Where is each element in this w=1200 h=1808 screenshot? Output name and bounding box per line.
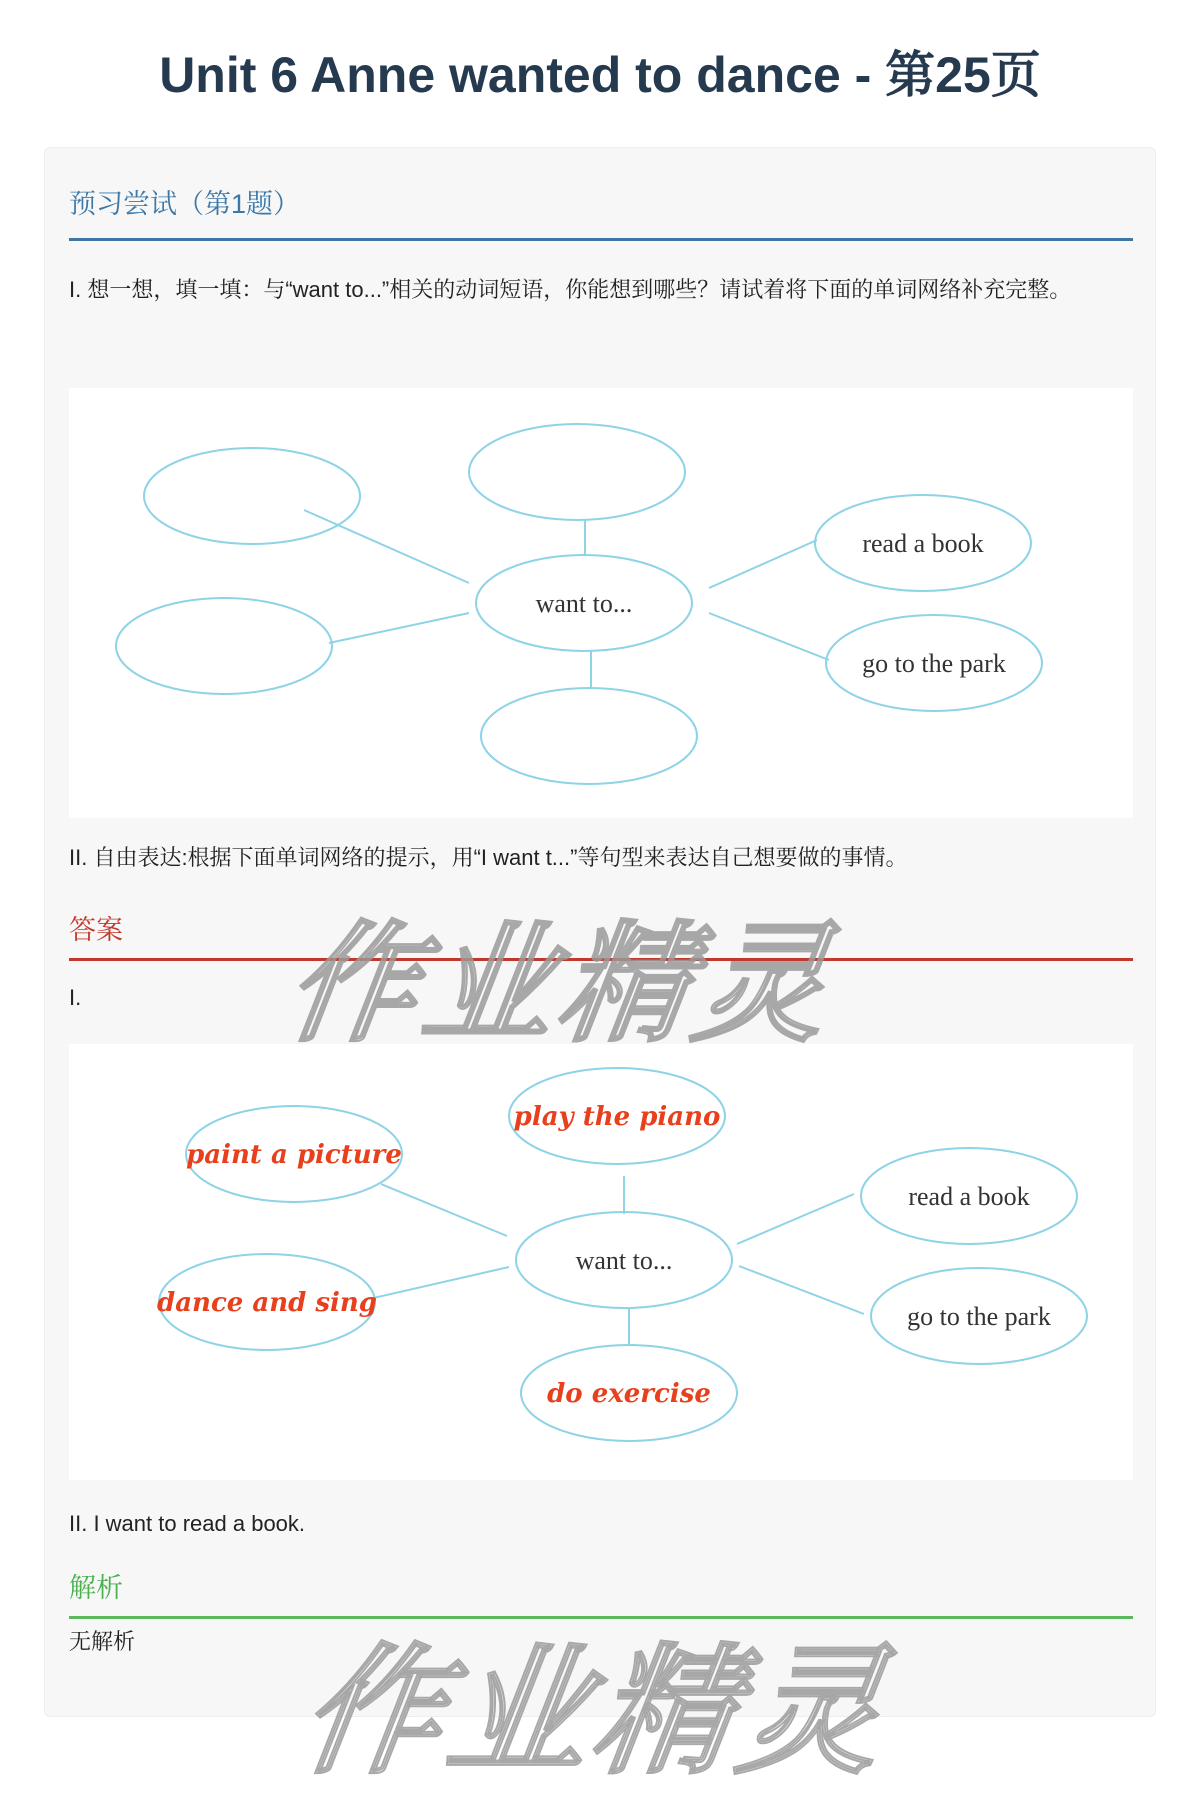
- analysis-heading: [69, 1568, 1133, 1608]
- web1-blank-node-2: [469, 424, 685, 520]
- web2-label-read: read a book: [908, 1182, 1030, 1211]
- web1-link-top-left: [304, 510, 469, 583]
- web1-link-right-top: [709, 540, 817, 588]
- page-title: Unit 6 Anne wanted to dance - 第25页: [159, 47, 1041, 103]
- question-heading-text: 预习尝试（第1题）: [69, 189, 301, 219]
- web2-link-right-top: [737, 1194, 854, 1244]
- web2-center-label: want to...: [575, 1246, 673, 1275]
- question-word-web-svg: [69, 388, 1133, 818]
- question-heading-underline: [69, 238, 1133, 241]
- question-word-web: [69, 388, 1133, 818]
- answer-heading: [69, 910, 1133, 950]
- web2-answer-piano: play the piano: [513, 1102, 721, 1132]
- analysis-body: 无解析: [69, 1629, 136, 1654]
- web1-link-left: [329, 613, 469, 643]
- web1-label-park: go to the park: [862, 649, 1006, 678]
- web1-blank-node-3: [116, 598, 332, 694]
- web1-blank-node-1: [144, 448, 360, 544]
- question-part1: I. 想一想，填一填：与“want to...”相关的动词短语，你能想到哪些？请试着将下面的单词网络补充完整。: [69, 277, 1072, 302]
- answer-part2: II. I want to read a book.: [69, 1511, 306, 1536]
- web1-center-label: want to...: [535, 589, 633, 618]
- answer-part1-label: I.: [69, 985, 82, 1010]
- web2-link-right-bottom: [739, 1266, 864, 1314]
- answer-word-web-svg: [69, 1044, 1133, 1480]
- answer-word-web: [69, 1044, 1133, 1480]
- analysis-heading-text: 解析: [69, 1573, 123, 1603]
- web2-answer-exercise: do exercise: [547, 1379, 711, 1409]
- web1-label-read: read a book: [862, 529, 984, 558]
- web2-label-park: go to the park: [907, 1302, 1051, 1331]
- web2-answer-paint: paint a picture: [186, 1140, 402, 1170]
- web2-link-top-left: [381, 1184, 507, 1236]
- web2-link-left: [369, 1267, 509, 1299]
- web1-link-right-bottom: [709, 613, 829, 660]
- web1-blank-node-4: [481, 688, 697, 784]
- answer-heading-text: 答案: [69, 915, 123, 945]
- question-part2: II. 自由表达:根据下面单词网络的提示，用“I want t...”等句型来表达自己想要做的事情。: [69, 845, 908, 870]
- web2-answer-dance: dance and sing: [157, 1288, 377, 1318]
- question-heading: [69, 184, 1133, 224]
- answer-heading-underline: [69, 958, 1133, 961]
- content-card: [44, 147, 1156, 1717]
